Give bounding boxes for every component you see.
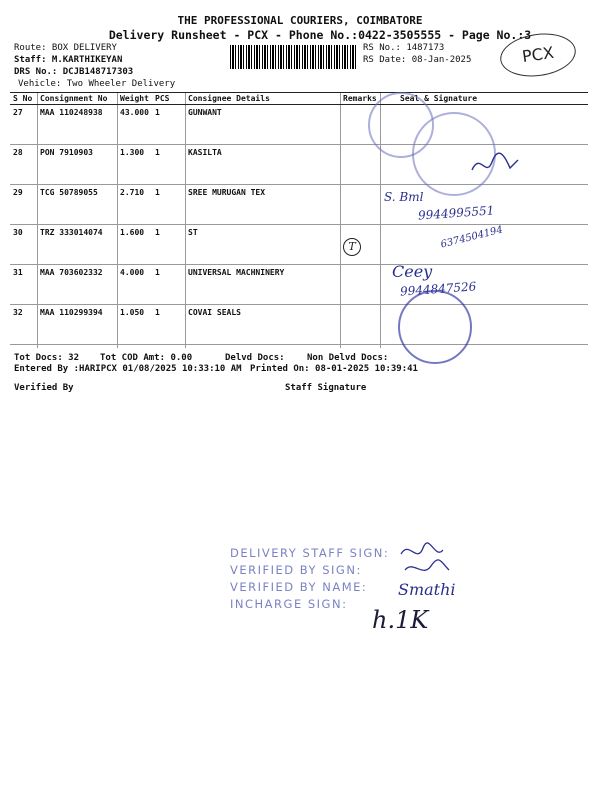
stamp-verified-sign: VERIFIED BY SIGN: [230, 563, 362, 577]
delivery-signature-scribble [395, 540, 455, 580]
cell-pcs: 1 [152, 225, 185, 265]
cell-weight: 43.000 [117, 105, 152, 145]
cell-consignment: TCG 50789055 [37, 185, 117, 225]
stamp-verified-name: VERIFIED BY NAME: [230, 580, 368, 594]
cell-remarks [340, 185, 380, 225]
runsheet-table [10, 92, 588, 345]
staff-signature: Staff Signature [285, 383, 367, 393]
table-row [10, 305, 588, 345]
header-consignment: Consignment No [37, 93, 117, 105]
cell-consignment: PON 7910903 [37, 145, 117, 185]
cell-pcs: 1 [152, 185, 185, 225]
cell-pcs: 1 [152, 305, 185, 345]
table-row [10, 185, 588, 225]
cell-sno: 27 [10, 105, 37, 145]
cell-consignment: TRZ 333014074 [37, 225, 117, 265]
incharge-signature: h.1K [372, 606, 429, 634]
stamp-delivery-staff-sign: DELIVERY STAFF SIGN: [230, 546, 390, 560]
entered-by: Entered By :HARIPCX 01/08/2025 10:33:10 AM [14, 364, 242, 374]
header-pcs: PCS [152, 93, 185, 105]
cell-consignee: SREE MURUGAN TEX [185, 185, 340, 225]
cell-remarks [340, 265, 380, 305]
cell-weight: 1.600 [117, 225, 152, 265]
signature-scribble [470, 150, 520, 180]
drs-number: DRS No.: DCJB148717303 [14, 67, 134, 77]
row29-signature: S. Bml [384, 190, 424, 204]
runsheet-subtitle: Delivery Runsheet - PCX - Phone No.:0422-3505555 - Page No.:3 [108, 28, 532, 42]
rs-number: RS No.: 1487173 [363, 43, 445, 53]
covai-seals-stamp [398, 290, 472, 364]
header-seal-signature: Seal & Signature [380, 93, 588, 105]
header-consignee: Consignee Details [185, 93, 340, 105]
non-delvd-docs: Non Delvd Docs: [307, 353, 389, 363]
table-row [10, 265, 588, 305]
company-name: THE PROFESSIONAL COURIERS, COIMBATORE [177, 14, 423, 27]
row31-phone: 9944847526 [399, 279, 477, 299]
cell-pcs: 1 [152, 265, 185, 305]
printed-on: Printed On: 08-01-2025 10:39:41 [250, 364, 418, 374]
delvd-docs: Delvd Docs: [225, 353, 285, 363]
rs-date: RS Date: 08-Jan-2025 [363, 55, 472, 65]
remark-circle-mark: T [343, 238, 361, 256]
header-weight: Weight [117, 93, 152, 105]
table-header-row [10, 93, 588, 105]
cell-weight: 1.050 [117, 305, 152, 345]
consignee-name-handwritten: Smathi [398, 580, 456, 599]
header-remarks: Remarks [340, 93, 380, 105]
cell-consignee: KASILTA [185, 145, 340, 185]
cell-consignee: UNIVERSAL MACHNINERY [185, 265, 340, 305]
cell-sno: 30 [10, 225, 37, 265]
cell-sno: 29 [10, 185, 37, 225]
vehicle-label: Vehicle: Two Wheeler Delivery [18, 79, 176, 89]
staff-label: Staff: M.KARTHIKEYAN [14, 55, 123, 65]
barcode [230, 45, 358, 69]
tot-cod: Tot COD Amt: 0.00 [100, 353, 193, 363]
route-label: Route: BOX DELIVERY [14, 43, 117, 53]
row31-signature: Ceey [392, 262, 433, 281]
cell-weight: 1.300 [117, 145, 152, 185]
cell-consignment: MAA 110248938 [37, 105, 117, 145]
cell-weight: 2.710 [117, 185, 152, 225]
cell-sno: 28 [10, 145, 37, 185]
cell-consignment: MAA 703602332 [37, 265, 117, 305]
verified-by: Verified By [14, 383, 74, 393]
cell-sno: 31 [10, 265, 37, 305]
cell-weight: 4.000 [117, 265, 152, 305]
cell-pcs: 1 [152, 145, 185, 185]
cell-pcs: 1 [152, 105, 185, 145]
row29-phone: 9944995551 [417, 203, 495, 223]
cell-consignee: ST [185, 225, 340, 265]
row30-phone: 6374504194 [439, 224, 505, 251]
header-sno: S No [10, 93, 37, 105]
pcx-stamp: PCX [497, 29, 578, 81]
cell-remarks [340, 145, 380, 185]
table-row [10, 105, 588, 145]
cell-consignee: COVAI SEALS [185, 305, 340, 345]
cell-sno: 32 [10, 305, 37, 345]
tot-docs: Tot Docs: 32 [14, 353, 80, 363]
stamp-incharge-sign: INCHARGE SIGN: [230, 597, 348, 611]
cell-remarks [340, 305, 380, 345]
cell-consignment: MAA 110299394 [37, 305, 117, 345]
cell-consignee: GUNWANT [185, 105, 340, 145]
delivery-stamp-block [230, 545, 389, 613]
